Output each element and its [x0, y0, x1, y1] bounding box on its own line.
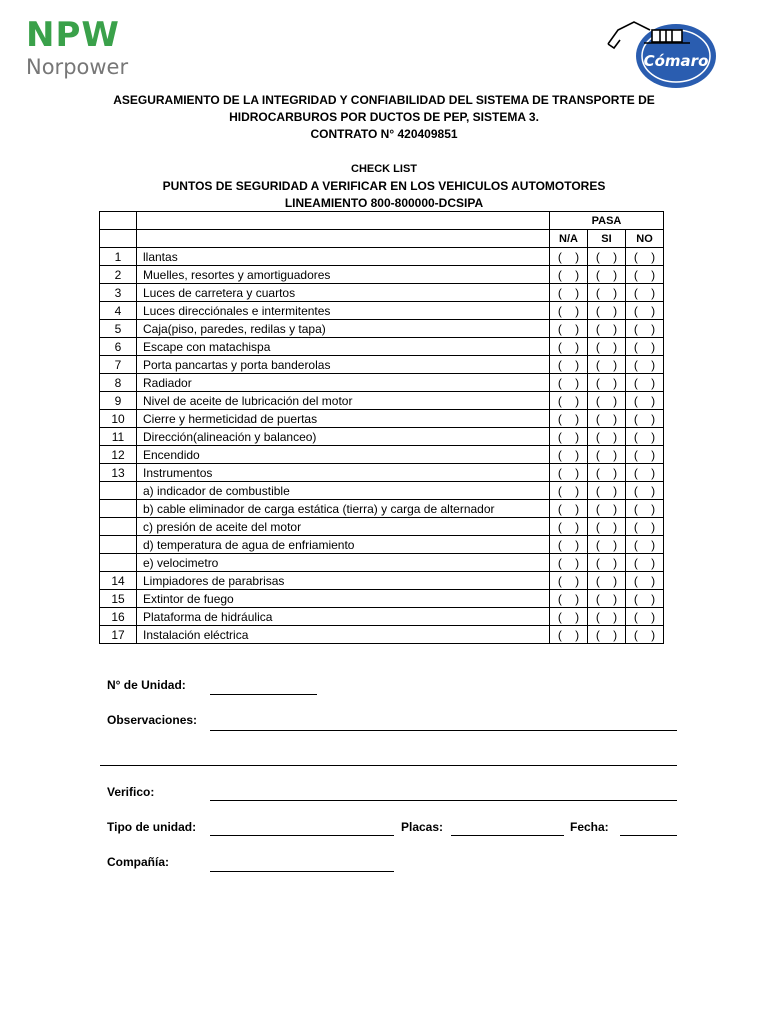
checkbox-no[interactable]: ( ) — [626, 338, 664, 356]
table-row — [100, 320, 664, 338]
row-number — [100, 482, 137, 500]
checkbox-na[interactable]: ( ) — [550, 392, 588, 410]
checkbox-na[interactable]: ( ) — [550, 302, 588, 320]
table-subheader-row — [100, 230, 664, 248]
row-number — [100, 554, 137, 572]
subheader-blank-num — [100, 230, 137, 248]
table-row — [100, 338, 664, 356]
checkbox-si[interactable]: ( ) — [588, 518, 626, 536]
contract-number: CONTRATO N° 420409851 — [310, 127, 458, 141]
checkbox-na[interactable]: ( ) — [550, 338, 588, 356]
checkbox-si[interactable]: ( ) — [588, 392, 626, 410]
header-line-1: ASEGURAMIENTO DE LA INTEGRIDAD Y CONFIABILIDAD DEL SISTEMA DE TRANSPORTE DE — [113, 93, 655, 107]
observations-label: Observaciones: — [107, 713, 198, 727]
checklist-body — [100, 248, 664, 644]
table-row — [100, 572, 664, 590]
checkbox-na[interactable]: ( ) — [550, 554, 588, 572]
checkbox-no[interactable]: ( ) — [626, 554, 664, 572]
unit-number-label: N° de Unidad: — [107, 678, 186, 692]
table-row — [100, 266, 664, 284]
checklist-header — [0, 161, 768, 212]
checkbox-na[interactable]: ( ) — [550, 428, 588, 446]
row-item-label: Dirección(alineación y balanceo) — [137, 428, 550, 446]
row-item-label: e) velocimetro — [137, 554, 550, 572]
table-row — [100, 302, 664, 320]
checkbox-na[interactable]: ( ) — [550, 572, 588, 590]
row-number: 5 — [100, 320, 137, 338]
table-row — [100, 356, 664, 374]
checkbox-no[interactable]: ( ) — [626, 572, 664, 590]
verified-field[interactable] — [210, 800, 677, 801]
checkbox-si[interactable]: ( ) — [588, 446, 626, 464]
header-blank-item — [137, 212, 550, 230]
checkbox-no[interactable]: ( ) — [626, 608, 664, 626]
table-row — [100, 482, 664, 500]
checkbox-si[interactable]: ( ) — [588, 626, 626, 644]
checkbox-no[interactable]: ( ) — [626, 536, 664, 554]
row-number: 6 — [100, 338, 137, 356]
checkbox-si[interactable]: ( ) — [588, 338, 626, 356]
company-label: Compañía: — [107, 855, 170, 869]
checkbox-si[interactable]: ( ) — [588, 266, 626, 284]
row-number: 14 — [100, 572, 137, 590]
row-number: 8 — [100, 374, 137, 392]
row-number: 17 — [100, 626, 137, 644]
checklist-title: CHECK LIST — [351, 163, 417, 175]
row-item-label: Encendido — [137, 446, 550, 464]
checkbox-no[interactable]: ( ) — [626, 500, 664, 518]
checklist-table — [99, 211, 664, 644]
checkbox-na[interactable]: ( ) — [550, 284, 588, 302]
norpower-brand-text: Norpower — [26, 55, 129, 79]
comaro-brand-text: Cómaro — [643, 52, 709, 70]
table-row — [100, 626, 664, 644]
row-number: 7 — [100, 356, 137, 374]
row-item-label: Luces de carretera y cuartos — [137, 284, 550, 302]
checkbox-si[interactable]: ( ) — [588, 302, 626, 320]
checklist-guideline: LINEAMIENTO 800-800000-DCSIPA — [284, 196, 484, 210]
row-number: 1 — [100, 248, 137, 266]
table-row — [100, 608, 664, 626]
checkbox-no[interactable]: ( ) — [626, 446, 664, 464]
checkbox-na[interactable]: ( ) — [550, 374, 588, 392]
checkbox-no[interactable]: ( ) — [626, 428, 664, 446]
unit-number-field[interactable] — [210, 694, 317, 695]
row-number: 13 — [100, 464, 137, 482]
checkbox-na[interactable]: ( ) — [550, 536, 588, 554]
subheader-blank-item — [137, 230, 550, 248]
checkbox-na[interactable]: ( ) — [550, 482, 588, 500]
table-row — [100, 590, 664, 608]
row-number: 10 — [100, 410, 137, 428]
column-header-si: SI — [588, 230, 626, 248]
pasa-header: PASA — [550, 212, 664, 230]
checkbox-no[interactable]: ( ) — [626, 302, 664, 320]
checkbox-si[interactable]: ( ) — [588, 464, 626, 482]
checkbox-na[interactable]: ( ) — [550, 446, 588, 464]
row-item-label: d) temperatura de agua de enfriamiento — [137, 536, 550, 554]
checkbox-si[interactable]: ( ) — [588, 608, 626, 626]
comaro-logo — [604, 16, 720, 94]
row-number: 9 — [100, 392, 137, 410]
row-item-label: Porta pancartas y porta banderolas — [137, 356, 550, 374]
checkbox-si[interactable]: ( ) — [588, 482, 626, 500]
row-item-label: Nivel de aceite de lubricación del motor — [137, 392, 550, 410]
row-item-label: Muelles, resortes y amortiguadores — [137, 266, 550, 284]
unit-type-label: Tipo de unidad: — [107, 820, 197, 834]
checkbox-no[interactable]: ( ) — [626, 356, 664, 374]
checkbox-no[interactable]: ( ) — [626, 374, 664, 392]
checkbox-si[interactable]: ( ) — [588, 428, 626, 446]
row-number: 4 — [100, 302, 137, 320]
checkbox-si[interactable]: ( ) — [588, 590, 626, 608]
checkbox-no[interactable]: ( ) — [626, 284, 664, 302]
row-number — [100, 518, 137, 536]
plates-label: Placas: — [401, 820, 444, 834]
unit-type-field[interactable] — [210, 835, 394, 836]
row-item-label: b) cable eliminador de carga estática (tierra) y carga de alternador — [137, 500, 550, 518]
row-number: 11 — [100, 428, 137, 446]
row-item-label: Instalación eléctrica — [137, 626, 550, 644]
observations-field-line-1[interactable] — [210, 730, 677, 731]
checkbox-no[interactable]: ( ) — [626, 248, 664, 266]
observations-field-line-2[interactable] — [100, 765, 677, 766]
checkbox-si[interactable]: ( ) — [588, 554, 626, 572]
checkbox-na[interactable]: ( ) — [550, 500, 588, 518]
row-item-label: Radiador — [137, 374, 550, 392]
table-row — [100, 500, 664, 518]
table-header-row — [100, 212, 664, 230]
table-row — [100, 446, 664, 464]
document-header — [0, 92, 768, 143]
checkbox-na[interactable]: ( ) — [550, 266, 588, 284]
checkbox-no[interactable]: ( ) — [626, 410, 664, 428]
checkbox-na[interactable]: ( ) — [550, 410, 588, 428]
plates-field[interactable] — [451, 835, 564, 836]
row-item-label: c) presión de aceite del motor — [137, 518, 550, 536]
checkbox-si[interactable]: ( ) — [588, 284, 626, 302]
row-item-label: Caja(piso, paredes, redilas y tapa) — [137, 320, 550, 338]
date-label: Fecha: — [570, 820, 609, 834]
checkbox-na[interactable]: ( ) — [550, 518, 588, 536]
checkbox-no[interactable]: ( ) — [626, 482, 664, 500]
row-item-label: Luces direcciónales e intermitentes — [137, 302, 550, 320]
checkbox-no[interactable]: ( ) — [626, 320, 664, 338]
row-item-label: Limpiadores de parabrisas — [137, 572, 550, 590]
table-row — [100, 428, 664, 446]
table-row — [100, 374, 664, 392]
row-number — [100, 500, 137, 518]
npw-brand-text: NPW — [26, 15, 120, 55]
header-blank-num — [100, 212, 137, 230]
checkbox-no[interactable]: ( ) — [626, 266, 664, 284]
checkbox-si[interactable]: ( ) — [588, 536, 626, 554]
checkbox-na[interactable]: ( ) — [550, 356, 588, 374]
checkbox-no[interactable]: ( ) — [626, 392, 664, 410]
table-row — [100, 392, 664, 410]
row-number: 2 — [100, 266, 137, 284]
checkbox-no[interactable]: ( ) — [626, 464, 664, 482]
checkbox-na[interactable]: ( ) — [550, 320, 588, 338]
checkbox-si[interactable]: ( ) — [588, 356, 626, 374]
checkbox-si[interactable]: ( ) — [588, 410, 626, 428]
row-item-label: llantas — [137, 248, 550, 266]
checkbox-no[interactable]: ( ) — [626, 626, 664, 644]
checkbox-si[interactable]: ( ) — [588, 320, 626, 338]
date-field[interactable] — [620, 835, 677, 836]
table-row — [100, 518, 664, 536]
checkbox-si[interactable]: ( ) — [588, 500, 626, 518]
table-row — [100, 284, 664, 302]
checkbox-si[interactable]: ( ) — [588, 572, 626, 590]
row-item-label: a) indicador de combustible — [137, 482, 550, 500]
checkbox-si[interactable]: ( ) — [588, 374, 626, 392]
column-header-no: NO — [626, 230, 664, 248]
column-header-na: N/A — [550, 230, 588, 248]
table-row — [100, 554, 664, 572]
checkbox-no[interactable]: ( ) — [626, 590, 664, 608]
row-item-label: Cierre y hermeticidad de puertas — [137, 410, 550, 428]
npw-logo — [26, 15, 129, 80]
row-number: 12 — [100, 446, 137, 464]
row-number: 16 — [100, 608, 137, 626]
row-item-label: Instrumentos — [137, 464, 550, 482]
verified-label: Verifico: — [107, 785, 155, 799]
table-row — [100, 464, 664, 482]
checkbox-na[interactable]: ( ) — [550, 590, 588, 608]
header-line-2: HIDROCARBUROS POR DUCTOS DE PEP, SISTEMA 3. — [229, 110, 539, 124]
checkbox-na[interactable]: ( ) — [550, 626, 588, 644]
checkbox-na[interactable]: ( ) — [550, 248, 588, 266]
table-row — [100, 410, 664, 428]
row-number: 15 — [100, 590, 137, 608]
checkbox-si[interactable]: ( ) — [588, 248, 626, 266]
table-row — [100, 536, 664, 554]
row-item-label: Extintor de fuego — [137, 590, 550, 608]
checkbox-no[interactable]: ( ) — [626, 518, 664, 536]
checklist-subtitle: PUNTOS DE SEGURIDAD A VERIFICAR EN LOS VEHICULOS AUTOMOTORES — [162, 179, 606, 193]
checkbox-na[interactable]: ( ) — [550, 608, 588, 626]
checkbox-na[interactable]: ( ) — [550, 464, 588, 482]
row-number — [100, 536, 137, 554]
row-number: 3 — [100, 284, 137, 302]
company-field[interactable] — [210, 871, 394, 872]
row-item-label: Escape con matachispa — [137, 338, 550, 356]
row-item-label: Plataforma de hidráulica — [137, 608, 550, 626]
table-row — [100, 248, 664, 266]
